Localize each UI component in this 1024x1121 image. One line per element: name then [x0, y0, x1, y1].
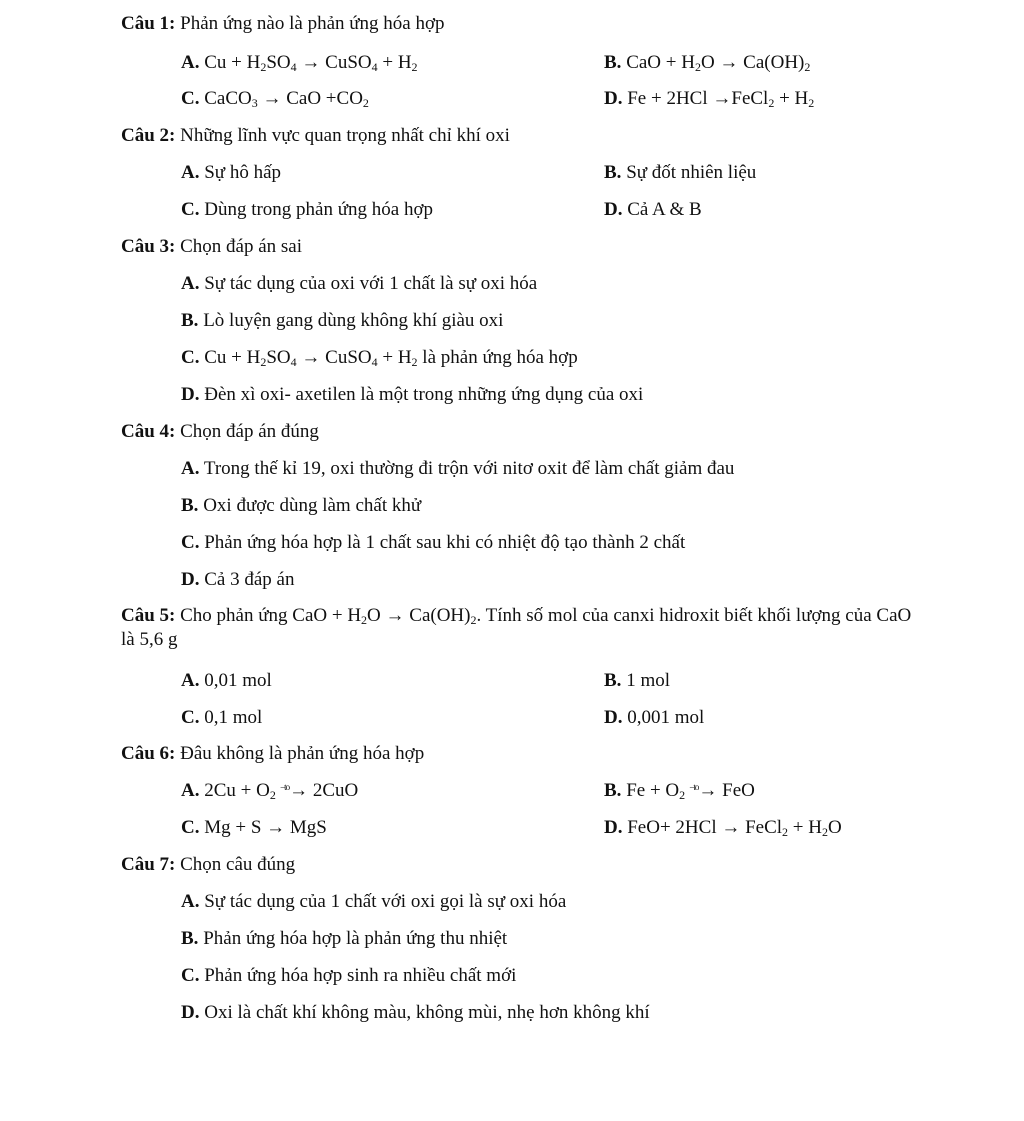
option-2d: D. Cả A & B — [604, 199, 702, 220]
option-7a: A. Sự tác dụng của 1 chất với oxi gọi là sự oxi hóa — [181, 891, 567, 912]
option-7b: B. Phản ứng hóa hợp là phản ứng thu nhiệt — [181, 928, 508, 949]
question-label: Câu 2: — [121, 125, 176, 146]
question-label: Câu 6: — [121, 743, 176, 764]
question-text: Đâu không là phản ứng hóa hợp — [180, 743, 425, 764]
question-2 — [121, 125, 510, 147]
question-1 — [121, 13, 445, 35]
option-7d: D. Oxi là chất khí không màu, không mùi, nhẹ hơn không khí — [181, 1002, 650, 1023]
option-5b: B. 1 mol — [604, 670, 670, 691]
option-3a: A. Sự tác dụng của oxi với 1 chất là sự oxi hóa — [181, 273, 538, 294]
option-1a: A. $Cu + H_2SO_4$ → CuSO$_4$ + $H_2$ — [181, 52, 418, 74]
option-3b: B. Lò luyện gang dùng không khí giàu oxi — [181, 310, 504, 331]
question-text: Những lĩnh vực quan trọng nhất chỉ khí oxi — [180, 125, 510, 146]
question-text: Chọn đáp án sai — [180, 236, 303, 257]
option-4a: A. Trong thế kỉ 19, oxi thường đi trộn với nitơ oxit để làm chất giảm đau — [181, 458, 735, 479]
option-6c: C. Mg + S → MgS — [181, 817, 327, 838]
question-text: Phản ứng nào là phản ứng hóa hợp — [180, 13, 445, 34]
question-7 — [121, 854, 295, 876]
question-label: Câu 3: — [121, 236, 176, 257]
option-3d: D. Đèn xì oxi- axetilen là một trong những ứng dụng của oxi — [181, 384, 644, 405]
option-6b: B. $Fe + O_2$ $^{-to}$→ FeO — [604, 780, 755, 802]
option-4d: D. Cả 3 đáp án — [181, 569, 295, 590]
question-6 — [121, 743, 424, 765]
option-3c: C. $Cu + H_2SO_4$ → CuSO$_4$ + $H_2$ là phản ứng hóa hợp — [181, 347, 578, 369]
option-5c: C. 0,1 mol — [181, 707, 263, 728]
question-label: Câu 7: — [121, 854, 176, 875]
question-text: Chọn câu đúng — [180, 854, 296, 875]
option-4b: B. Oxi được dùng làm chất khử — [181, 495, 422, 516]
option-7c: C. Phản ứng hóa hợp sinh ra nhiều chất mới — [181, 965, 517, 986]
option-2b: B. Sự đốt nhiên liệu — [604, 162, 757, 183]
option-6a: A. $2Cu + O_2$ $^{-to}$→ 2CuO — [181, 780, 359, 802]
option-4c: C. Phản ứng hóa hợp là 1 chất sau khi có nhiệt độ tạo thành 2 chất — [181, 532, 686, 553]
option-6d: D. FeO+ 2HCl → FeCl$_2$ + $H_2O$ — [604, 817, 842, 839]
question-label: Câu 5: — [121, 605, 176, 626]
option-1d: D. Fe + 2HCl →FeCl$_2$ + $H_2$ — [604, 88, 815, 110]
option-1b: B. CaO + $H_2O \to Ca(OH)_2$ — [604, 52, 811, 74]
question-text: Chọn đáp án đúng — [180, 421, 319, 442]
option-2a: A. Sự hô hấp — [181, 162, 282, 183]
question-label: Câu 4: — [121, 421, 176, 442]
option-2c: C. Dùng trong phản ứng hóa hợp — [181, 199, 434, 220]
option-5d: D. 0,001 mol — [604, 707, 705, 728]
option-1c: C. CaCO$_3$ → CaO $+CO_2$ — [181, 88, 369, 110]
option-5a: A. 0,01 mol — [181, 670, 272, 691]
question-5: Câu 5: Cho phản ứng CaO + $H_2O \to Ca(OH)_2$. Tính số mol của canxi hidroxit biết khối lượng của CaO là 5,6 g — [121, 605, 912, 650]
question-4 — [121, 421, 319, 443]
question-label: Câu 1: — [121, 13, 176, 34]
question-3 — [121, 236, 302, 258]
